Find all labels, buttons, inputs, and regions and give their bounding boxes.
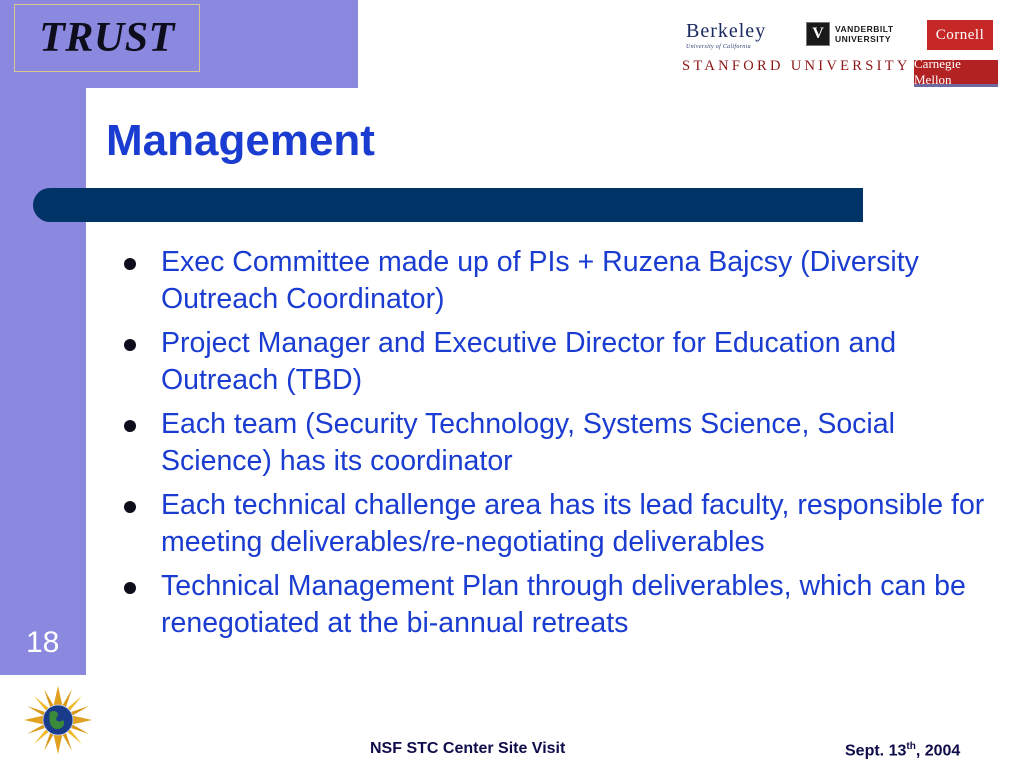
bullet-dot-icon [124,420,136,432]
vanderbilt-line2: UNIVERSITY [835,34,892,44]
bullet-text: Project Manager and Executive Director for Education and Outreach (TBD) [161,327,897,396]
bullet-list [124,244,1004,649]
stanford-logo: STANFORD UNIVERSITY [682,58,911,74]
berkeley-logo: Berkeley [686,20,767,42]
partner-logos [680,18,1010,88]
trust-logo [14,4,200,72]
bullet-dot-icon [124,582,136,594]
left-sidebar-band [0,0,86,675]
cornell-logo: Cornell [927,20,993,50]
bullet-item [124,568,1004,641]
footer-date [845,741,960,760]
bullet-text: Each technical challenge area has its lead faculty, responsible for meeting deliverables/re-negotiating deliverables [161,489,985,558]
slide-number: 18 [26,626,60,659]
bullet-dot-icon [124,501,136,513]
bullet-item [124,487,1004,560]
footer-event: NSF STC Center Site Visit [370,740,566,757]
bullet-item [124,244,1004,317]
carnegie-mellon-logo: Carnegie Mellon [914,60,998,87]
title-divider-bar [33,188,863,222]
slide-title: Management [106,116,375,165]
vanderbilt-wordmark [835,24,894,44]
bullet-item [124,325,1004,398]
vanderbilt-line1: VANDERBILT [835,24,894,34]
trust-logo-text: TRUST [39,15,175,61]
footer-date-suffix: , 2004 [915,742,961,760]
bullet-text: Exec Committee made up of PIs + Ruzena Bajcsy (Diversity Outreach Coordinator) [161,246,919,315]
bullet-text: Technical Management Plan through deliverables, which can be renegotiated at the bi-annual retreats [161,570,966,639]
footer-date-sup: th [906,741,916,752]
bullet-item [124,406,1004,479]
footer-date-prefix: Sept. 13 [845,742,907,760]
bullet-dot-icon [124,258,136,270]
berkeley-logo-subtitle: University of California [686,44,751,50]
bullet-text: Each team (Security Technology, Systems Science, Social Science) has its coordinator [161,408,895,477]
vanderbilt-logo [806,22,894,46]
vanderbilt-mark-icon: V [806,22,830,46]
bullet-dot-icon [124,339,136,351]
globe-sun-icon [22,684,94,756]
